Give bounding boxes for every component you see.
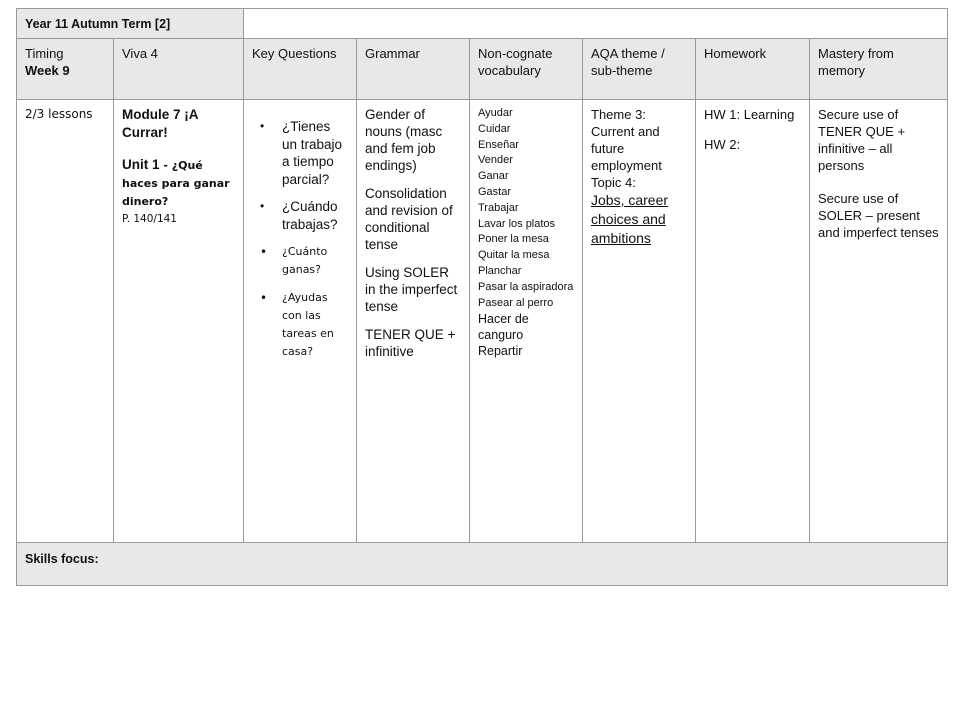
header-timing-label: Timing xyxy=(25,46,64,61)
grammar-item: TENER QUE + infinitive xyxy=(365,327,456,359)
vocab-item: Lavar los platos xyxy=(478,217,556,230)
lesson-plan-table xyxy=(16,8,948,586)
header-grammar: Grammar xyxy=(357,39,470,100)
header-mastery: Mastery from memory xyxy=(810,39,948,100)
grammar-item: Consolidation and revision of conditional tense xyxy=(365,186,453,252)
header-vocab: Non-cognate vocabulary xyxy=(470,39,583,100)
unit-pages: P. 140/141 xyxy=(122,213,177,225)
skills-row xyxy=(17,543,948,586)
key-question: • ¿Cuándo trabajas? xyxy=(260,199,338,232)
vocab-cell xyxy=(470,100,583,543)
unit-heading xyxy=(122,156,235,210)
vocab-item: Cuidar xyxy=(478,122,511,135)
vocab-item: Pasear al perro xyxy=(478,296,554,309)
key-question: • ¿Cuánto ganas? xyxy=(260,245,328,276)
vocab-item: Planchar xyxy=(478,264,522,277)
vocab-item: Gastar xyxy=(478,185,512,198)
grammar-item: Using SOLER in the imperfect tense xyxy=(365,265,458,314)
unit-name: - ¿Qué haces para ganar dinero? xyxy=(122,159,230,208)
header-key-questions: Key Questions xyxy=(244,39,357,100)
key-question: • ¿Ayudas con las tareas en casa? xyxy=(260,291,334,358)
header-homework: Homework xyxy=(696,39,810,100)
aqa-topic-name: Jobs, career choices and ambitions xyxy=(591,192,669,246)
title-row xyxy=(17,9,948,39)
vocab-item: Repartir xyxy=(478,344,523,359)
timing-cell: 2/3 lessons xyxy=(17,100,114,543)
vocab-item: Poner la mesa xyxy=(478,233,549,246)
aqa-theme: Theme 3: Current and future employment xyxy=(591,107,662,173)
homework-item: HW 1: Learning xyxy=(704,107,795,122)
key-questions-cell xyxy=(244,100,357,543)
header-timing-week: Week 9 xyxy=(25,63,70,78)
header-row xyxy=(17,39,948,100)
vocab-item: Vender xyxy=(478,154,513,167)
term-title: Year 11 Autumn Term [2] xyxy=(17,9,244,39)
vocab-item: Hacer de canguro xyxy=(478,312,529,343)
vocab-item: Trabajar xyxy=(478,201,519,214)
mastery-item: Secure use of TENER QUE + infinitive – all persons xyxy=(818,107,906,173)
homework-cell xyxy=(696,100,810,543)
vocab-item: Pasar la aspiradora xyxy=(478,280,574,293)
title-blank-cell xyxy=(244,9,948,39)
module-cell xyxy=(114,100,244,543)
content-row xyxy=(17,100,948,543)
aqa-cell xyxy=(583,100,696,543)
vocab-item: Quitar la mesa xyxy=(478,249,550,262)
key-question: • ¿Tienes un trabajo a tiempo parcial? xyxy=(260,119,343,187)
aqa-topic: Topic 4: xyxy=(591,175,636,190)
mastery-cell xyxy=(810,100,948,543)
vocab-item: Ganar xyxy=(478,170,509,183)
header-aqa: AQA theme / sub-theme xyxy=(583,39,696,100)
mastery-item: Secure use of SOLER – present and imperfect tenses xyxy=(818,191,939,240)
grammar-item: Gender of nouns (masc and fem job endings) xyxy=(365,107,443,173)
header-viva: Viva 4 xyxy=(114,39,244,100)
header-timing xyxy=(17,39,114,100)
grammar-cell xyxy=(357,100,470,543)
module-title: Module 7 ¡A Currar! xyxy=(122,107,198,140)
vocab-item: Ayudar xyxy=(478,107,513,119)
vocab-item: Enseñar xyxy=(478,138,519,151)
homework-item: HW 2: xyxy=(704,137,741,152)
unit-label: Unit 1 xyxy=(122,157,160,172)
skills-focus: Skills focus: xyxy=(17,543,948,586)
